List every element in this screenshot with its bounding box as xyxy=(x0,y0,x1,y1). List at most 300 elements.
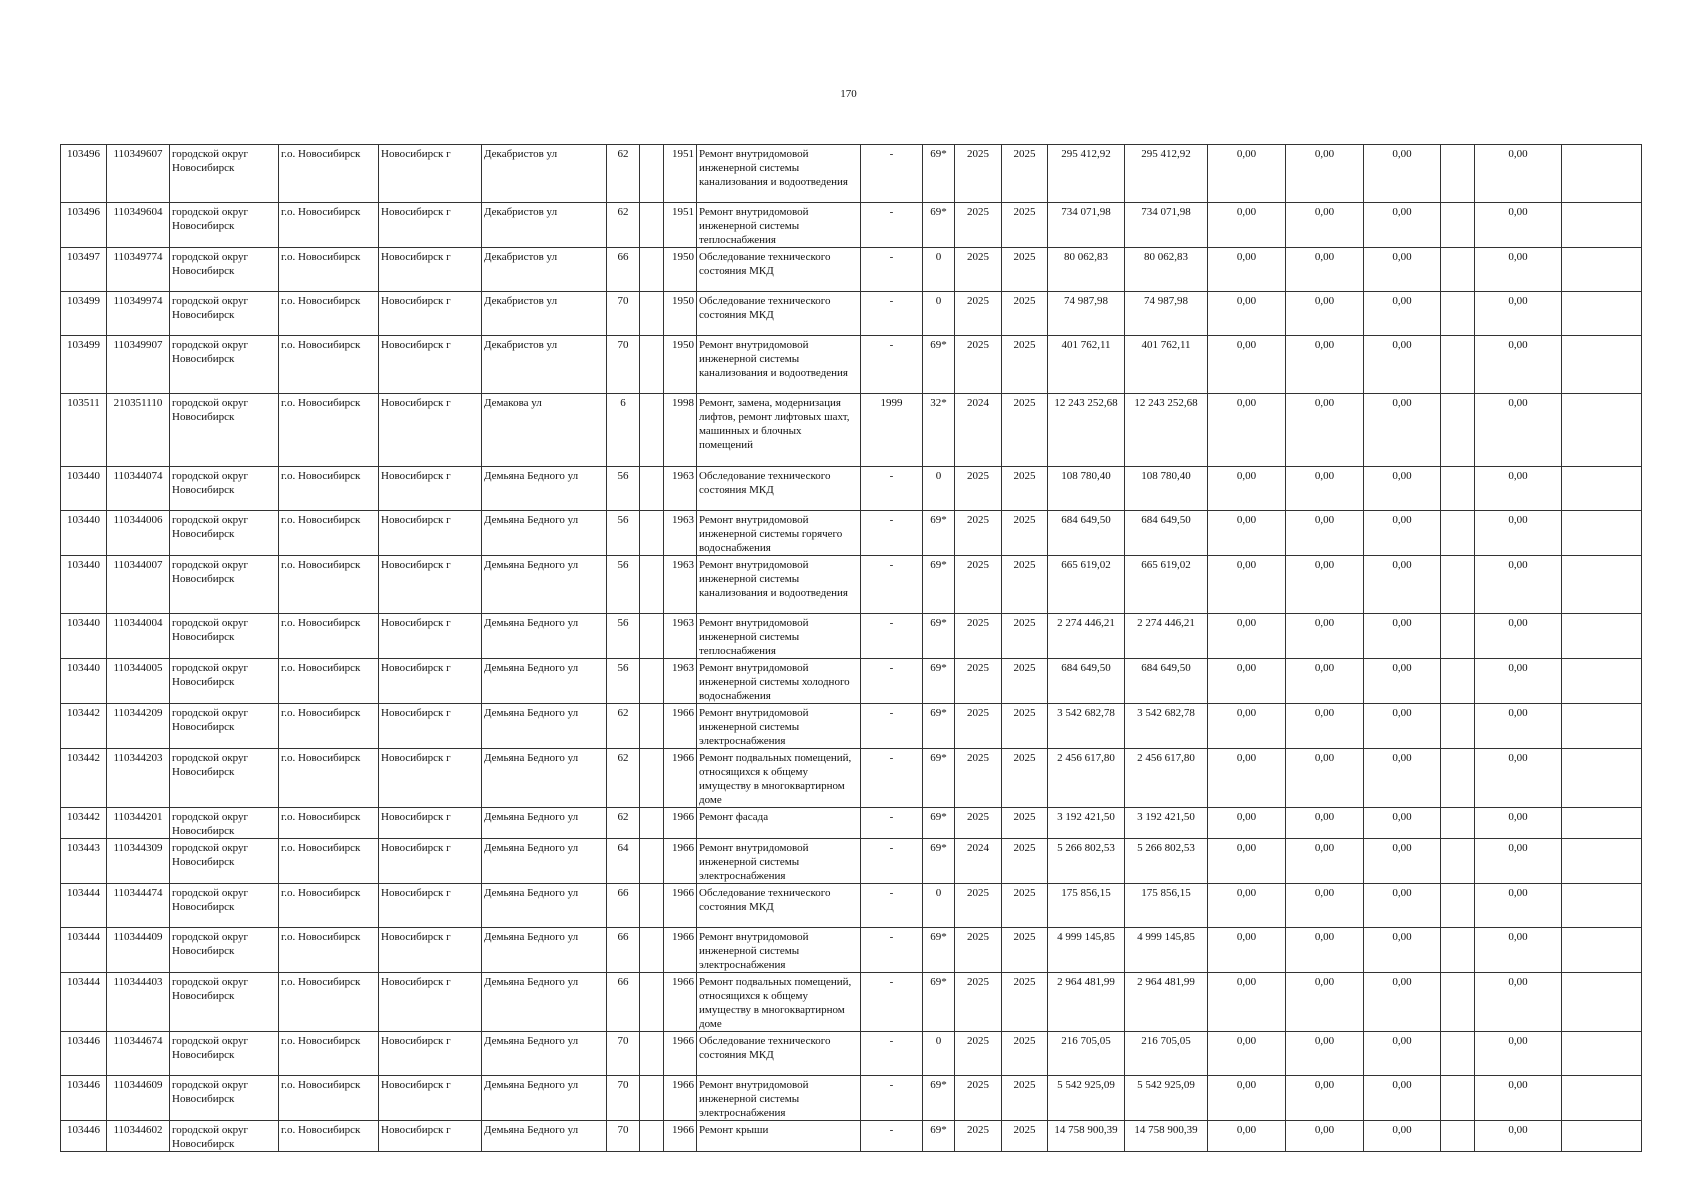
cell-year-from: 2025 xyxy=(955,808,1002,839)
cell-year-from: 2025 xyxy=(955,556,1002,614)
cell-cost-total: 401 762,11 xyxy=(1048,336,1125,394)
cell-empty-b xyxy=(1441,248,1475,292)
cell-norm: 0 xyxy=(923,1032,955,1076)
cell-value-1: 0,00 xyxy=(1208,614,1286,659)
cell-municipality: городской округ Новосибирск xyxy=(170,973,279,1032)
cell-value-1: 0,00 xyxy=(1208,749,1286,808)
cell-code: 110349607 xyxy=(107,145,170,203)
cell-district: г.о. Новосибирск xyxy=(279,1032,379,1076)
cell-house: 56 xyxy=(607,614,640,659)
table-row xyxy=(61,1032,1642,1076)
cell-build-year: 1966 xyxy=(664,1032,697,1076)
cell-id: 103497 xyxy=(61,248,107,292)
cell-empty-a xyxy=(640,511,664,556)
cell-year-to: 2025 xyxy=(1002,145,1048,203)
cell-lift-year: - xyxy=(861,511,923,556)
cell-year-from: 2025 xyxy=(955,973,1002,1032)
cell-district: г.о. Новосибирск xyxy=(279,1076,379,1121)
cell-value-4: 0,00 xyxy=(1475,704,1562,749)
cell-lift-year: - xyxy=(861,704,923,749)
cell-house: 6 xyxy=(607,394,640,467)
cell-value-3: 0,00 xyxy=(1364,659,1441,704)
cell-value-1: 0,00 xyxy=(1208,336,1286,394)
cell-year-from: 2025 xyxy=(955,511,1002,556)
cell-street: Демьяна Бедного ул xyxy=(482,1076,607,1121)
cell-work: Обследование технического состояния МКД xyxy=(697,292,861,336)
cell-id: 103443 xyxy=(61,839,107,884)
cell-empty-a xyxy=(640,884,664,928)
cell-year-from: 2025 xyxy=(955,1121,1002,1152)
cell-code: 110344602 xyxy=(107,1121,170,1152)
cell-norm: 69* xyxy=(923,808,955,839)
cell-value-4: 0,00 xyxy=(1475,511,1562,556)
cell-district: г.о. Новосибирск xyxy=(279,1121,379,1152)
cell-work: Ремонт внутридомовой инженерной системы канализования и водоотведения xyxy=(697,336,861,394)
cell-year-from: 2025 xyxy=(955,1032,1002,1076)
cell-norm: 0 xyxy=(923,248,955,292)
cell-cost-total: 684 649,50 xyxy=(1048,511,1125,556)
cell-value-3: 0,00 xyxy=(1364,1032,1441,1076)
cell-municipality: городской округ Новосибирск xyxy=(170,1032,279,1076)
cell-municipality: городской округ Новосибирск xyxy=(170,1121,279,1152)
cell-city: Новосибирск г xyxy=(379,556,482,614)
cell-district: г.о. Новосибирск xyxy=(279,203,379,248)
cell-year-from: 2025 xyxy=(955,614,1002,659)
cell-code: 110349974 xyxy=(107,292,170,336)
cell-house: 62 xyxy=(607,749,640,808)
table-row xyxy=(61,614,1642,659)
cell-year-from: 2024 xyxy=(955,839,1002,884)
cell-code: 110344007 xyxy=(107,556,170,614)
cell-value-1: 0,00 xyxy=(1208,1076,1286,1121)
cell-value-1: 0,00 xyxy=(1208,839,1286,884)
cell-district: г.о. Новосибирск xyxy=(279,556,379,614)
cell-year-to: 2025 xyxy=(1002,248,1048,292)
cell-value-1: 0,00 xyxy=(1208,884,1286,928)
cell-value-1: 0,00 xyxy=(1208,394,1286,467)
cell-cost-total: 216 705,05 xyxy=(1048,1032,1125,1076)
cell-year-to: 2025 xyxy=(1002,808,1048,839)
cell-district: г.о. Новосибирск xyxy=(279,808,379,839)
cell-year-to: 2025 xyxy=(1002,749,1048,808)
cell-value-2: 0,00 xyxy=(1286,749,1364,808)
cell-house: 70 xyxy=(607,336,640,394)
cell-build-year: 1963 xyxy=(664,556,697,614)
cell-empty-b xyxy=(1441,973,1475,1032)
cell-value-3: 0,00 xyxy=(1364,973,1441,1032)
cell-work: Ремонт внутридомовой инженерной системы электроснабжения xyxy=(697,928,861,973)
cell-street: Демьяна Бедного ул xyxy=(482,1032,607,1076)
cell-value-3: 0,00 xyxy=(1364,336,1441,394)
cell-year-from: 2025 xyxy=(955,467,1002,511)
cell-build-year: 1950 xyxy=(664,336,697,394)
page-number: 170 xyxy=(840,88,857,100)
cell-cost-total: 5 266 802,53 xyxy=(1048,839,1125,884)
cell-cost-total: 295 412,92 xyxy=(1048,145,1125,203)
cell-lift-year: 1999 xyxy=(861,394,923,467)
cell-city: Новосибирск г xyxy=(379,1076,482,1121)
cell-value-3: 0,00 xyxy=(1364,839,1441,884)
cell-year-from: 2025 xyxy=(955,659,1002,704)
cell-id: 103440 xyxy=(61,511,107,556)
cell-cost-total: 2 274 446,21 xyxy=(1048,614,1125,659)
cell-year-from: 2025 xyxy=(955,248,1002,292)
cell-empty-c xyxy=(1562,808,1642,839)
cell-build-year: 1966 xyxy=(664,1076,697,1121)
cell-build-year: 1950 xyxy=(664,292,697,336)
cell-year-from: 2025 xyxy=(955,884,1002,928)
cell-empty-b xyxy=(1441,704,1475,749)
cell-lift-year: - xyxy=(861,1032,923,1076)
cell-work: Ремонт, замена, модернизация лифтов, ремонт лифтовых шахт, машинных и блочных помещений xyxy=(697,394,861,467)
cell-cost-total: 3 542 682,78 xyxy=(1048,704,1125,749)
cell-empty-b xyxy=(1441,1121,1475,1152)
cell-municipality: городской округ Новосибирск xyxy=(170,884,279,928)
cell-lift-year: - xyxy=(861,1121,923,1152)
cell-norm: 69* xyxy=(923,704,955,749)
cell-work: Ремонт внутридомовой инженерной системы электроснабжения xyxy=(697,839,861,884)
cell-build-year: 1963 xyxy=(664,614,697,659)
cell-municipality: городской округ Новосибирск xyxy=(170,614,279,659)
cell-year-to: 2025 xyxy=(1002,614,1048,659)
cell-municipality: городской округ Новосибирск xyxy=(170,839,279,884)
cell-empty-a xyxy=(640,749,664,808)
cell-work: Ремонт внутридомовой инженерной системы электроснабжения xyxy=(697,1076,861,1121)
cell-lift-year: - xyxy=(861,203,923,248)
cell-id: 103442 xyxy=(61,704,107,749)
cell-value-4: 0,00 xyxy=(1475,884,1562,928)
cell-value-4: 0,00 xyxy=(1475,839,1562,884)
cell-street: Декабристов ул xyxy=(482,248,607,292)
cell-empty-c xyxy=(1562,749,1642,808)
cell-code: 110344403 xyxy=(107,973,170,1032)
cell-work: Ремонт внутридомовой инженерной системы теплоснабжения xyxy=(697,203,861,248)
cell-house: 56 xyxy=(607,659,640,704)
cell-cost-total: 108 780,40 xyxy=(1048,467,1125,511)
cell-empty-a xyxy=(640,659,664,704)
cell-work: Ремонт крыши xyxy=(697,1121,861,1152)
cell-cost-fund: 3 542 682,78 xyxy=(1125,704,1208,749)
cell-value-1: 0,00 xyxy=(1208,1032,1286,1076)
cell-id: 103446 xyxy=(61,1121,107,1152)
cell-value-1: 0,00 xyxy=(1208,1121,1286,1152)
cell-city: Новосибирск г xyxy=(379,292,482,336)
cell-district: г.о. Новосибирск xyxy=(279,511,379,556)
cell-house: 56 xyxy=(607,511,640,556)
cell-year-from: 2024 xyxy=(955,394,1002,467)
cell-norm: 69* xyxy=(923,973,955,1032)
cell-id: 103440 xyxy=(61,659,107,704)
table-row xyxy=(61,704,1642,749)
cell-cost-fund: 2 456 617,80 xyxy=(1125,749,1208,808)
cell-empty-b xyxy=(1441,884,1475,928)
cell-empty-c xyxy=(1562,659,1642,704)
cell-year-from: 2025 xyxy=(955,704,1002,749)
cell-build-year: 1966 xyxy=(664,749,697,808)
cell-house: 62 xyxy=(607,704,640,749)
cell-empty-c xyxy=(1562,292,1642,336)
cell-cost-total: 80 062,83 xyxy=(1048,248,1125,292)
cell-value-4: 0,00 xyxy=(1475,467,1562,511)
cell-code: 110344674 xyxy=(107,1032,170,1076)
cell-build-year: 1963 xyxy=(664,511,697,556)
cell-district: г.о. Новосибирск xyxy=(279,336,379,394)
table-row xyxy=(61,749,1642,808)
cell-municipality: городской округ Новосибирск xyxy=(170,336,279,394)
cell-street: Демьяна Бедного ул xyxy=(482,556,607,614)
cell-street: Демьяна Бедного ул xyxy=(482,808,607,839)
cell-empty-c xyxy=(1562,394,1642,467)
cell-year-to: 2025 xyxy=(1002,1121,1048,1152)
cell-empty-b xyxy=(1441,467,1475,511)
cell-code: 110344309 xyxy=(107,839,170,884)
cell-empty-a xyxy=(640,704,664,749)
cell-lift-year: - xyxy=(861,336,923,394)
cell-lift-year: - xyxy=(861,1076,923,1121)
cell-value-1: 0,00 xyxy=(1208,928,1286,973)
cell-empty-b xyxy=(1441,808,1475,839)
cell-value-3: 0,00 xyxy=(1364,614,1441,659)
cell-value-3: 0,00 xyxy=(1364,884,1441,928)
cell-value-2: 0,00 xyxy=(1286,614,1364,659)
cell-district: г.о. Новосибирск xyxy=(279,614,379,659)
cell-empty-a xyxy=(640,248,664,292)
cell-build-year: 1998 xyxy=(664,394,697,467)
cell-lift-year: - xyxy=(861,808,923,839)
cell-code: 110349774 xyxy=(107,248,170,292)
cell-lift-year: - xyxy=(861,884,923,928)
table-row xyxy=(61,556,1642,614)
cell-id: 103446 xyxy=(61,1076,107,1121)
cell-value-1: 0,00 xyxy=(1208,659,1286,704)
cell-house: 66 xyxy=(607,248,640,292)
cell-cost-total: 5 542 925,09 xyxy=(1048,1076,1125,1121)
cell-empty-a xyxy=(640,145,664,203)
cell-code: 210351110 xyxy=(107,394,170,467)
cell-year-to: 2025 xyxy=(1002,884,1048,928)
cell-work: Ремонт внутридомовой инженерной системы электроснабжения xyxy=(697,704,861,749)
cell-cost-total: 4 999 145,85 xyxy=(1048,928,1125,973)
cell-build-year: 1966 xyxy=(664,884,697,928)
cell-street: Декабристов ул xyxy=(482,336,607,394)
cell-empty-b xyxy=(1441,1076,1475,1121)
cell-municipality: городской округ Новосибирск xyxy=(170,928,279,973)
cell-value-4: 0,00 xyxy=(1475,1121,1562,1152)
cell-code: 110344409 xyxy=(107,928,170,973)
cell-value-3: 0,00 xyxy=(1364,556,1441,614)
cell-value-3: 0,00 xyxy=(1364,292,1441,336)
cell-id: 103440 xyxy=(61,556,107,614)
cell-empty-c xyxy=(1562,704,1642,749)
cell-year-to: 2025 xyxy=(1002,1032,1048,1076)
cell-year-from: 2025 xyxy=(955,145,1002,203)
cell-code: 110344609 xyxy=(107,1076,170,1121)
cell-lift-year: - xyxy=(861,973,923,1032)
cell-cost-total: 665 619,02 xyxy=(1048,556,1125,614)
cell-value-1: 0,00 xyxy=(1208,145,1286,203)
cell-value-1: 0,00 xyxy=(1208,467,1286,511)
cell-value-2: 0,00 xyxy=(1286,336,1364,394)
cell-district: г.о. Новосибирск xyxy=(279,928,379,973)
table-row xyxy=(61,808,1642,839)
cell-norm: 69* xyxy=(923,839,955,884)
cell-year-to: 2025 xyxy=(1002,704,1048,749)
cell-year-from: 2025 xyxy=(955,292,1002,336)
cell-cost-fund: 2 964 481,99 xyxy=(1125,973,1208,1032)
cell-norm: 69* xyxy=(923,614,955,659)
cell-municipality: городской округ Новосибирск xyxy=(170,556,279,614)
cell-house: 62 xyxy=(607,145,640,203)
cell-empty-a xyxy=(640,1076,664,1121)
cell-city: Новосибирск г xyxy=(379,336,482,394)
cell-code: 110344201 xyxy=(107,808,170,839)
cell-empty-b xyxy=(1441,614,1475,659)
cell-work: Ремонт подвальных помещений, относящихся к общему имуществу в многоквартирном доме xyxy=(697,973,861,1032)
cell-work: Ремонт внутридомовой инженерной системы канализования и водоотведения xyxy=(697,145,861,203)
cell-value-3: 0,00 xyxy=(1364,203,1441,248)
cell-house: 70 xyxy=(607,1121,640,1152)
cell-id: 103444 xyxy=(61,928,107,973)
cell-municipality: городской округ Новосибирск xyxy=(170,659,279,704)
cell-street: Демьяна Бедного ул xyxy=(482,659,607,704)
cell-value-3: 0,00 xyxy=(1364,394,1441,467)
cell-street: Демьяна Бедного ул xyxy=(482,839,607,884)
cell-work: Ремонт подвальных помещений, относящихся к общему имуществу в многоквартирном доме xyxy=(697,749,861,808)
cell-code: 110344005 xyxy=(107,659,170,704)
cell-norm: 69* xyxy=(923,203,955,248)
cell-value-4: 0,00 xyxy=(1475,145,1562,203)
table-row xyxy=(61,511,1642,556)
cell-house: 56 xyxy=(607,556,640,614)
cell-cost-fund: 80 062,83 xyxy=(1125,248,1208,292)
table-row xyxy=(61,292,1642,336)
table-row xyxy=(61,884,1642,928)
cell-build-year: 1966 xyxy=(664,928,697,973)
cell-value-4: 0,00 xyxy=(1475,394,1562,467)
cell-value-1: 0,00 xyxy=(1208,704,1286,749)
cell-build-year: 1966 xyxy=(664,1121,697,1152)
table-row xyxy=(61,973,1642,1032)
cell-district: г.о. Новосибирск xyxy=(279,973,379,1032)
cell-municipality: городской округ Новосибирск xyxy=(170,749,279,808)
cell-municipality: городской округ Новосибирск xyxy=(170,467,279,511)
cell-city: Новосибирск г xyxy=(379,928,482,973)
table-row xyxy=(61,248,1642,292)
cell-value-2: 0,00 xyxy=(1286,394,1364,467)
cell-value-3: 0,00 xyxy=(1364,704,1441,749)
cell-empty-a xyxy=(640,394,664,467)
cell-city: Новосибирск г xyxy=(379,839,482,884)
cell-build-year: 1966 xyxy=(664,704,697,749)
cell-norm: 69* xyxy=(923,556,955,614)
cell-build-year: 1951 xyxy=(664,145,697,203)
cell-year-to: 2025 xyxy=(1002,394,1048,467)
cell-cost-fund: 401 762,11 xyxy=(1125,336,1208,394)
cell-value-4: 0,00 xyxy=(1475,203,1562,248)
cell-value-1: 0,00 xyxy=(1208,292,1286,336)
cell-municipality: городской округ Новосибирск xyxy=(170,394,279,467)
cell-cost-total: 14 758 900,39 xyxy=(1048,1121,1125,1152)
cell-norm: 69* xyxy=(923,1121,955,1152)
cell-id: 103511 xyxy=(61,394,107,467)
cell-empty-b xyxy=(1441,511,1475,556)
cell-empty-a xyxy=(640,467,664,511)
cell-value-2: 0,00 xyxy=(1286,511,1364,556)
cell-lift-year: - xyxy=(861,928,923,973)
cell-id: 103446 xyxy=(61,1032,107,1076)
cell-street: Демьяна Бедного ул xyxy=(482,467,607,511)
cell-lift-year: - xyxy=(861,556,923,614)
cell-id: 103499 xyxy=(61,292,107,336)
cell-code: 110344006 xyxy=(107,511,170,556)
cell-value-2: 0,00 xyxy=(1286,467,1364,511)
cell-work: Обследование технического состояния МКД xyxy=(697,467,861,511)
cell-cost-fund: 665 619,02 xyxy=(1125,556,1208,614)
cell-city: Новосибирск г xyxy=(379,808,482,839)
cell-value-2: 0,00 xyxy=(1286,1121,1364,1152)
cell-cost-fund: 108 780,40 xyxy=(1125,467,1208,511)
cell-cost-total: 12 243 252,68 xyxy=(1048,394,1125,467)
cell-empty-c xyxy=(1562,614,1642,659)
cell-year-to: 2025 xyxy=(1002,556,1048,614)
cell-district: г.о. Новосибирск xyxy=(279,292,379,336)
cell-city: Новосибирск г xyxy=(379,704,482,749)
cell-empty-c xyxy=(1562,511,1642,556)
cell-work: Обследование технического состояния МКД xyxy=(697,248,861,292)
cell-norm: 69* xyxy=(923,145,955,203)
cell-norm: 0 xyxy=(923,884,955,928)
cell-cost-total: 175 856,15 xyxy=(1048,884,1125,928)
cell-municipality: городской округ Новосибирск xyxy=(170,292,279,336)
cell-value-2: 0,00 xyxy=(1286,704,1364,749)
cell-street: Декабристов ул xyxy=(482,203,607,248)
cell-code: 110344209 xyxy=(107,704,170,749)
cell-value-2: 0,00 xyxy=(1286,292,1364,336)
cell-year-to: 2025 xyxy=(1002,839,1048,884)
cell-street: Демьяна Бедного ул xyxy=(482,704,607,749)
cell-lift-year: - xyxy=(861,839,923,884)
cell-work: Ремонт внутридомовой инженерной системы теплоснабжения xyxy=(697,614,861,659)
cell-empty-c xyxy=(1562,1121,1642,1152)
cell-city: Новосибирск г xyxy=(379,1121,482,1152)
cell-work: Обследование технического состояния МКД xyxy=(697,884,861,928)
cell-district: г.о. Новосибирск xyxy=(279,659,379,704)
cell-cost-total: 684 649,50 xyxy=(1048,659,1125,704)
cell-city: Новосибирск г xyxy=(379,248,482,292)
cell-cost-fund: 295 412,92 xyxy=(1125,145,1208,203)
cell-build-year: 1951 xyxy=(664,203,697,248)
cell-code: 110349604 xyxy=(107,203,170,248)
cell-value-1: 0,00 xyxy=(1208,248,1286,292)
cell-value-3: 0,00 xyxy=(1364,928,1441,973)
cell-house: 64 xyxy=(607,839,640,884)
cell-empty-c xyxy=(1562,1032,1642,1076)
cell-value-4: 0,00 xyxy=(1475,556,1562,614)
cell-empty-a xyxy=(640,614,664,659)
cell-code: 110344203 xyxy=(107,749,170,808)
cell-lift-year: - xyxy=(861,248,923,292)
cell-value-2: 0,00 xyxy=(1286,203,1364,248)
cell-street: Демьяна Бедного ул xyxy=(482,614,607,659)
cell-empty-b xyxy=(1441,659,1475,704)
cell-value-1: 0,00 xyxy=(1208,556,1286,614)
cell-municipality: городской округ Новосибирск xyxy=(170,145,279,203)
cell-district: г.о. Новосибирск xyxy=(279,704,379,749)
cell-norm: 69* xyxy=(923,749,955,808)
cell-empty-c xyxy=(1562,928,1642,973)
cell-empty-c xyxy=(1562,248,1642,292)
cell-house: 66 xyxy=(607,973,640,1032)
